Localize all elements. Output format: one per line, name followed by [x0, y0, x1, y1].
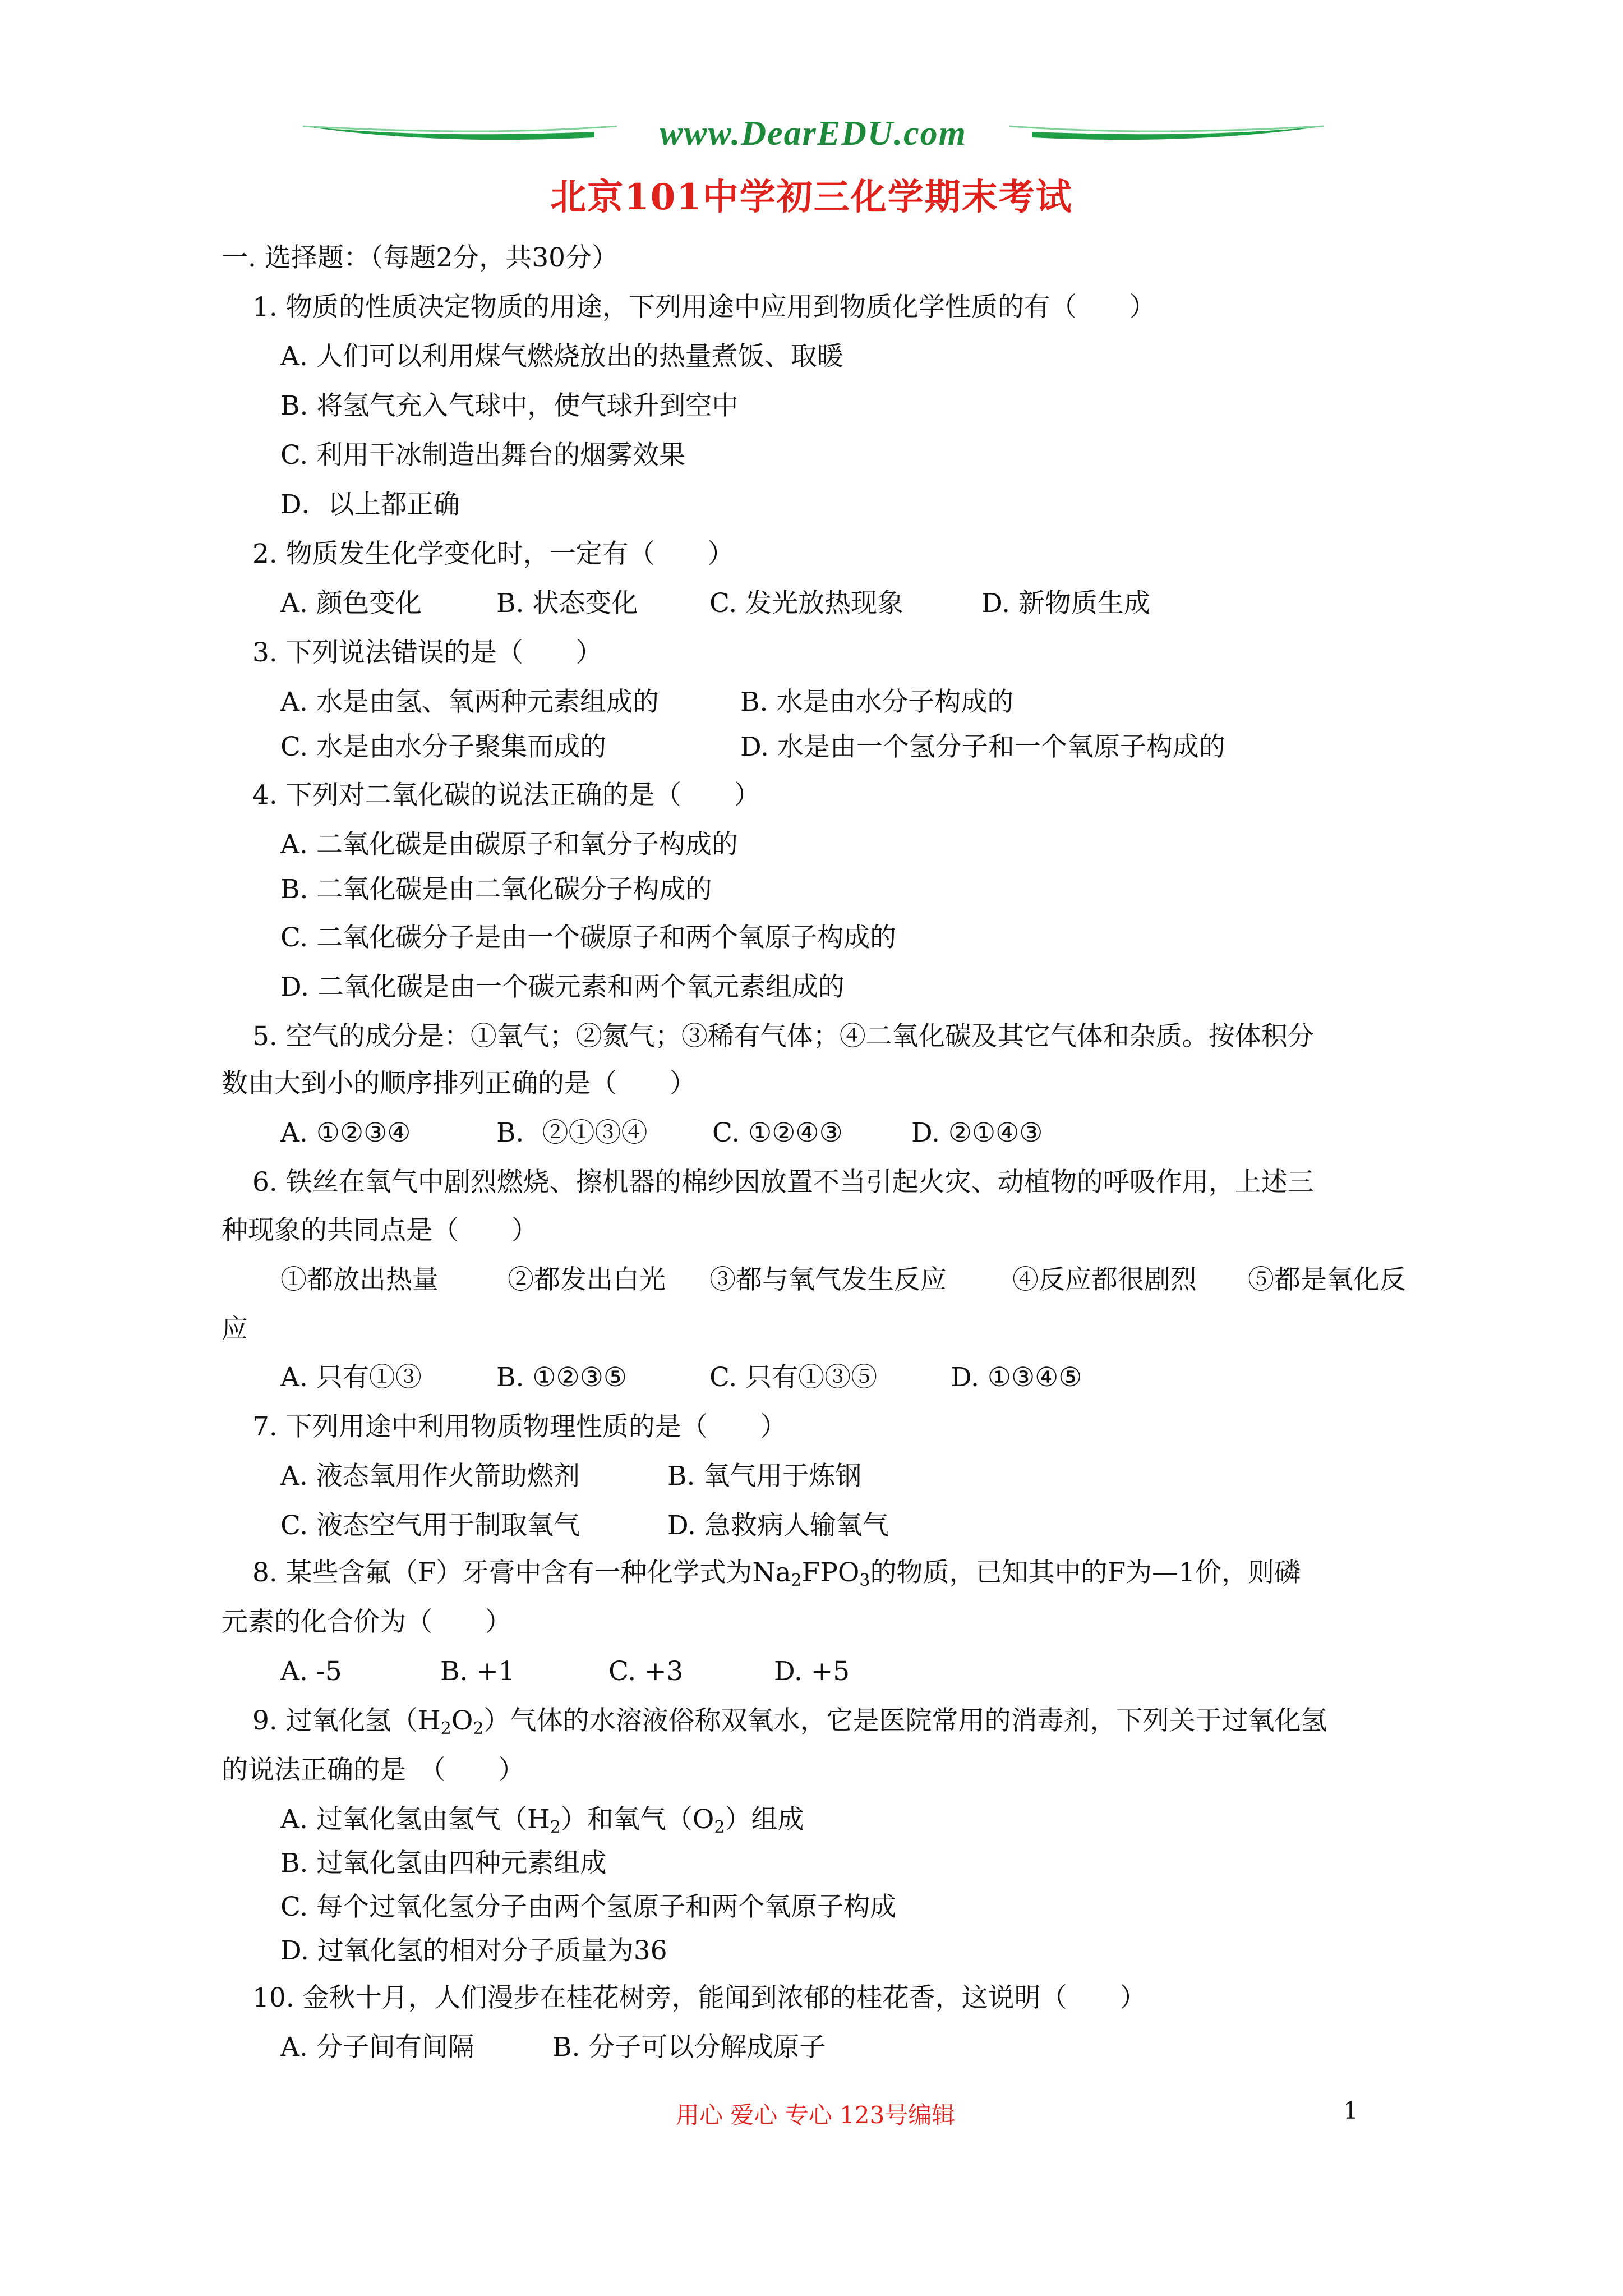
- option: A. ①②③④: [280, 1117, 411, 1148]
- question-stem-cont: 的说法正确的是 （ ）: [222, 1755, 525, 1786]
- subscript: 2: [714, 1818, 725, 1837]
- exam-title: 北京101中学初三化学期末考试: [550, 176, 1073, 218]
- option: A. 人们可以利用煤气燃烧放出的热量煮饭、取暖: [280, 341, 843, 372]
- text: ）和氧气（O: [560, 1804, 714, 1835]
- site-banner: [303, 109, 1324, 160]
- option: D. ①③④⑤: [951, 1362, 1082, 1393]
- site-logo-text: www.DearEDU.com: [660, 114, 967, 153]
- option: D. 水是由一个氢分子和一个氧原子构成的: [740, 731, 1225, 762]
- question-stem-cont: 数由大到小的顺序排列正确的是（ ）: [222, 1068, 696, 1099]
- option: C. 发光放热现象: [709, 588, 904, 619]
- subscript: 2: [473, 1719, 484, 1738]
- option: D. 急救病人输氧气: [667, 1510, 889, 1541]
- option: C. 只有①③⑤: [709, 1362, 878, 1393]
- text: ）组成: [725, 1804, 804, 1835]
- text: ）气体的水溶液俗称双氧水，它是医院常用的消毒剂，下列关于过氧化氢: [483, 1705, 1327, 1736]
- option: C. 每个过氧化氢分子由两个氢原子和两个氧原子构成: [280, 1892, 897, 1922]
- question-stem: 4. 下列对二氧化碳的说法正确的是（ ）: [252, 780, 760, 811]
- subscript: 2: [440, 1719, 451, 1738]
- question-stem: 6. 铁丝在氧气中剧烈燃烧、擦机器的棉纱因放置不当引起火灾、动植物的呼吸作用，上述三: [252, 1167, 1314, 1198]
- section-heading: 一. 选择题：（每题2分，共30分）: [222, 242, 619, 273]
- option: A. 二氧化碳是由碳原子和氧分子构成的: [280, 829, 738, 860]
- option: C. 液态空气用于制取氧气: [280, 1510, 580, 1541]
- option: [280, 1803, 804, 1844]
- option: B. 二氧化碳是由二氧化碳分子构成的: [280, 874, 712, 905]
- question-stem: 5. 空气的成分是：①氧气；②氮气；③稀有气体；④二氧化碳及其它气体和杂质。按体积分: [252, 1021, 1314, 1052]
- option: A. 只有①③: [280, 1362, 422, 1393]
- statement: ⑤都是氧化反: [1248, 1264, 1406, 1295]
- option: D. 过氧化氢的相对分子质量为36: [280, 1935, 667, 1966]
- statement: ②都发出白光: [508, 1264, 666, 1295]
- text: O: [451, 1705, 473, 1736]
- option: B. 水是由水分子构成的: [740, 687, 1014, 717]
- option: D. ②①④③: [911, 1117, 1043, 1148]
- question-stem: [252, 1704, 1327, 1746]
- option: C. ①②④③: [712, 1117, 843, 1148]
- option: D. 新物质生成: [981, 588, 1150, 619]
- option: B. +1: [440, 1656, 515, 1687]
- question-stem: 7. 下列用途中利用物质物理性质的是（ ）: [252, 1411, 787, 1442]
- option: B．②①③④: [496, 1117, 648, 1148]
- subscript: 2: [550, 1818, 561, 1837]
- option: D. +5: [774, 1656, 850, 1687]
- option: D．以上都正确: [280, 489, 460, 520]
- option: C. 二氧化碳分子是由一个碳原子和两个氧原子构成的: [280, 922, 897, 953]
- statement: ④反应都很剧烈: [1012, 1264, 1197, 1295]
- option: C. 水是由水分子聚集而成的: [280, 731, 607, 762]
- option: D. 二氧化碳是由一个碳元素和两个氧元素组成的: [280, 972, 845, 1002]
- footer-text: 用心 爱心 专心 123号编辑: [676, 2101, 956, 2129]
- option: B. 氧气用于炼钢: [667, 1461, 862, 1492]
- text: FPO: [801, 1557, 860, 1588]
- text: 8. 某些含氟（F）牙膏中含有一种化学式为Na: [252, 1557, 791, 1588]
- statement: ①都放出热量: [280, 1264, 439, 1295]
- option: A. 水是由氢、氧两种元素组成的: [280, 687, 659, 717]
- question-stem-cont: 种现象的共同点是（ ）: [222, 1215, 538, 1246]
- option: C. 利用干冰制造出舞台的烟雾效果: [280, 440, 686, 471]
- option: B. 过氧化氢由四种元素组成: [280, 1848, 607, 1879]
- subscript: 3: [859, 1571, 870, 1590]
- option: A. 颜色变化: [280, 588, 422, 619]
- text: A. 过氧化氢由氢气（H: [280, 1804, 550, 1835]
- question-stem: 10. 金秋十月，人们漫步在桂花树旁，能闻到浓郁的桂花香，这说明（ ）: [252, 1982, 1146, 2013]
- subscript: 2: [791, 1571, 802, 1590]
- page-number: 1: [1343, 2097, 1358, 2124]
- question-stem-cont: 元素的化合价为（ ）: [222, 1607, 511, 1637]
- option: B. 将氢气充入气球中，使气球升到空中: [280, 390, 739, 421]
- question-stem: 1. 物质的性质决定物质的用途，下列用途中应用到物质化学性质的有（ ）: [252, 292, 1156, 323]
- option: A. 液态氧用作火箭助燃剂: [280, 1461, 580, 1492]
- text: 的物质，已知其中的F为—1价，则磷: [870, 1557, 1301, 1588]
- text: 9. 过氧化氢（H: [252, 1705, 441, 1736]
- option: C. +3: [608, 1656, 684, 1687]
- statement: ③都与氧气发生反应: [709, 1264, 947, 1295]
- option: B. 状态变化: [496, 588, 638, 619]
- statement-wrap: 应: [222, 1314, 248, 1345]
- question-stem: [252, 1556, 1301, 1598]
- option: A. -5: [280, 1656, 342, 1687]
- question-stem: 2. 物质发生化学变化时，一定有（ ）: [252, 539, 734, 569]
- option: A. 分子间有间隔: [280, 2032, 474, 2063]
- question-stem: 3. 下列说法错误的是（ ）: [252, 637, 602, 668]
- option: B. 分子可以分解成原子: [552, 2032, 826, 2063]
- option: B. ①②③⑤: [496, 1362, 627, 1393]
